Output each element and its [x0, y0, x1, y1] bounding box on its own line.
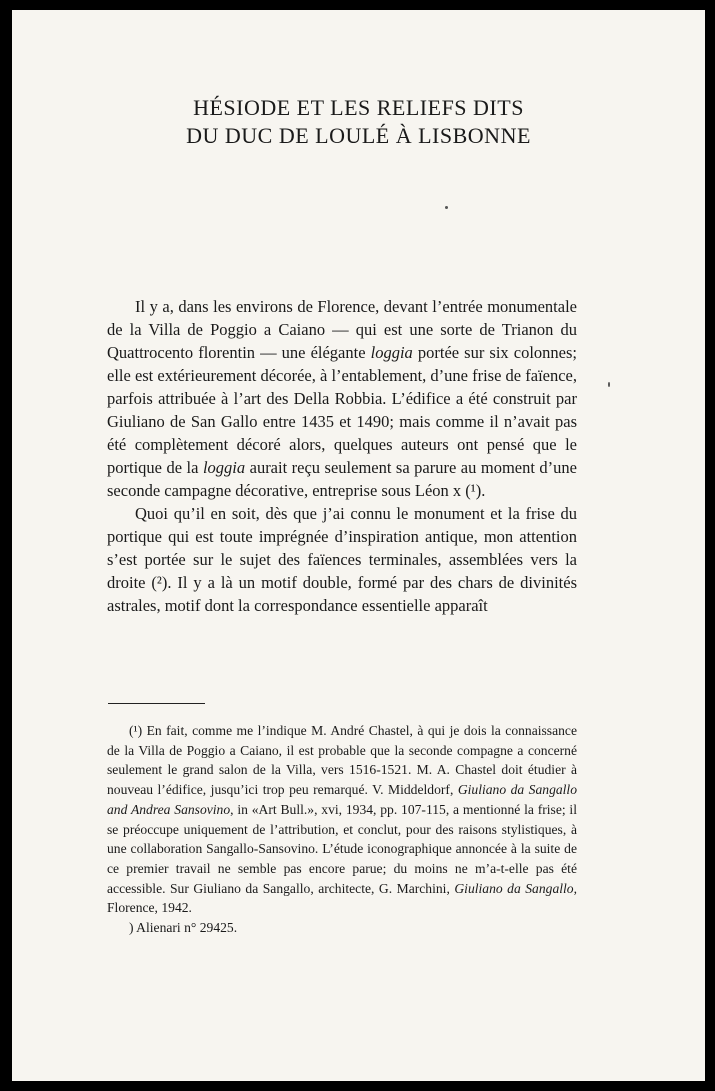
paragraph-1: Il y a, dans les environs de Florence, devant l’entrée monumentale de la Villa de Poggio a Caiano — qui est une sorte de Trianon du Quattrocento florentin — une élégante loggia portée sur six colonnes; elle est extérieurement décorée, à l’entablement, d’une frise de faïence, parfois attribuée à l’art des Della Robbia. L’édifice a été construit par Giuliano de San Gallo entre 1435 et 1490; mais comme il n’avait pas été complètement décoré alors, quelques auteurs ont pensé que le portique de la loggia aurait reçu seulement sa parure au moment d’une seconde campagne décorative, entreprise sous Léon x (¹). — [107, 297, 578, 500]
footnote-1: (¹) En fait, comme me l’indique M. André Chastel, à qui je dois la connaissance de la Villa de Poggio a Caiano, il est probable que la seconde compagne a concerné seulement le grand salon de la Villa, vers 1516-1521. M. A. Chastel doit étudier à nouveau l’édifice, jusqu’ici trop peu remarqué. V. Middeldorf, Giuliano da Sangallo and Andrea Sansovino, in «Art Bull.», xvi, 1934, pp. 107-115, a mentionné la frise; il se préoccupe uniquement de l’attribution, et conclut, pour des raisons stylistiques, à une collaboration Sangallo-Sansovino. L’étude iconographique annoncée à la suite de ce premier travail ne semble pas encore parue; du moins ne m’a-t-elle pas été accessible. Sur Giuliano da Sangallo, architecte, G. Marchini, Giuliano da Sangallo, Florence, 1942. — [107, 723, 578, 916]
italic-title: Giuliano da Sangallo — [454, 880, 574, 896]
book-page — [12, 10, 705, 1081]
italic-loggia: loggia — [202, 458, 246, 477]
footnote-2: ) Alienari n° 29425. — [129, 920, 238, 936]
paragraph-2: Quoi qu’il en soit, dès que j’ai connu le monument et la frise du portique qui est toute imprégnée d’inspiration antique, mon attention s’est portée sur le sujet des faïences terminales, assemblées vers la droite (²). Il y a là un motif double, formé par des chars de divinités astrales, motif dont la correspondance essentielle apparaît — [107, 504, 577, 615]
footnote-rule — [108, 703, 205, 704]
body-text — [107, 295, 577, 617]
scan-speck — [608, 382, 610, 387]
title-line-2: DU DUC DE LOULÉ À LISBONNE — [186, 123, 531, 148]
italic-loggia: loggia — [370, 343, 413, 362]
title-line-1: HÉSIODE ET LES RELIEFS DITS — [193, 95, 524, 120]
italic-title: Giuliano da Sangallo and Andrea Sansovino — [107, 782, 578, 817]
footnotes — [107, 721, 577, 938]
scan-speck — [445, 206, 448, 209]
chapter-title — [12, 94, 705, 150]
